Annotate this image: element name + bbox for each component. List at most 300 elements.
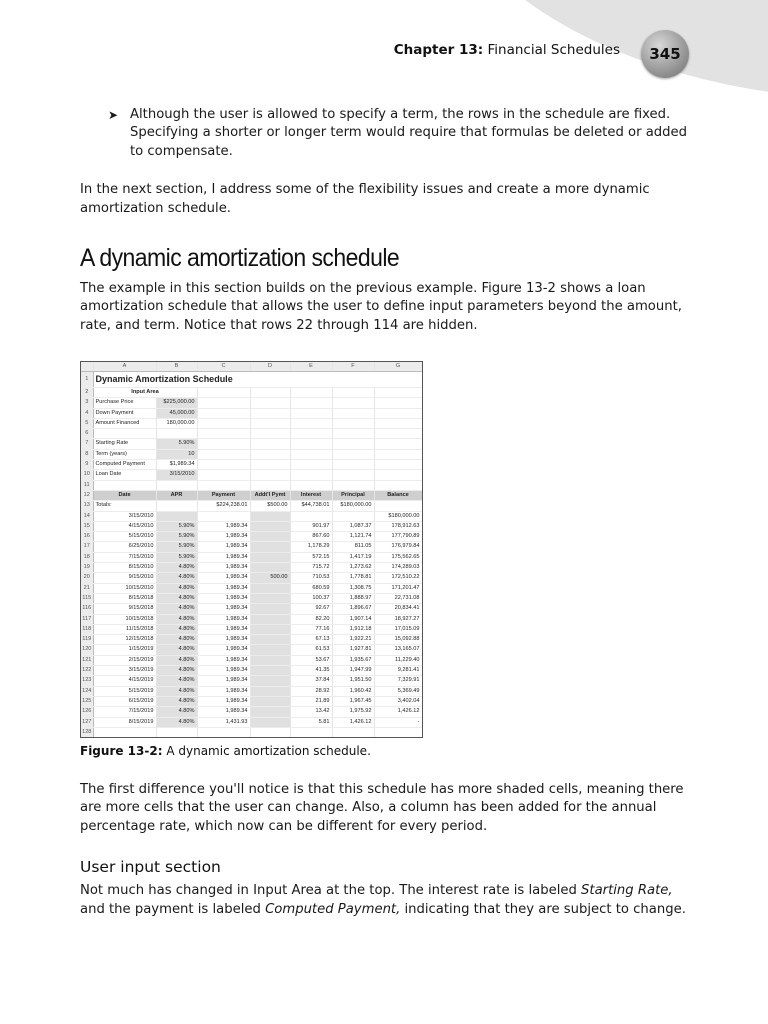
empty-cell xyxy=(374,429,422,439)
row-number: 126 xyxy=(81,707,93,717)
cell-addl xyxy=(250,655,290,665)
schedule-row xyxy=(81,624,422,634)
row-number: 21 xyxy=(81,583,93,593)
cell-payment: 1,431.93 xyxy=(197,717,250,727)
empty-cell xyxy=(197,429,250,439)
empty-cell xyxy=(332,429,374,439)
sheet-title: Dynamic Amortization Schedule xyxy=(93,372,422,388)
empty-cell xyxy=(156,727,197,737)
column-letter: F xyxy=(332,362,374,372)
empty-cell xyxy=(197,727,250,737)
column-header: Addt'l Pymt xyxy=(250,490,290,500)
column-header: APR xyxy=(156,490,197,500)
cell-payment: 1,989.34 xyxy=(197,573,250,583)
column-letter: E xyxy=(290,362,332,372)
cell-addl xyxy=(250,532,290,542)
cell-apr: 4.80% xyxy=(156,666,197,676)
cell-date: 3/15/2019 xyxy=(93,666,156,676)
empty-cell xyxy=(197,398,250,408)
p2-part3: indicating that they are subject to change. xyxy=(400,901,686,917)
empty-cell xyxy=(290,429,332,439)
row-number: 10 xyxy=(81,470,93,480)
cell-date: 5/15/2010 xyxy=(93,532,156,542)
column-letter: G xyxy=(374,362,422,372)
p2-part1: Not much has changed in Input Area at the top. The interest rate is labeled xyxy=(80,883,582,899)
schedule-row xyxy=(81,666,422,676)
input-row xyxy=(81,449,422,459)
cell-principal: 1,778.81 xyxy=(332,573,374,583)
cell-payment: 1,989.34 xyxy=(197,521,250,531)
cell-payment: 1,989.34 xyxy=(197,676,250,686)
cell-balance: 172,510.22 xyxy=(374,573,422,583)
empty-cell xyxy=(374,449,422,459)
cell-apr: 4.80% xyxy=(156,573,197,583)
empty-cell xyxy=(197,408,250,418)
cell-addl xyxy=(250,696,290,706)
empty-cell xyxy=(374,408,422,418)
cell-balance: 178,912.63 xyxy=(374,521,422,531)
empty-cell xyxy=(250,408,290,418)
cell-payment: 1,989.34 xyxy=(197,624,250,634)
cell-balance: 1,426.12 xyxy=(374,707,422,717)
p2-part2: and the payment is labeled xyxy=(80,901,266,917)
cell-apr: 4.80% xyxy=(156,707,197,717)
column-letter: D xyxy=(250,362,290,372)
starting-rate-term: Starting Rate, xyxy=(581,883,673,899)
empty-cell xyxy=(197,418,250,428)
row-number: 18 xyxy=(81,552,93,562)
cell-date: 4/15/2019 xyxy=(93,676,156,686)
schedule-row xyxy=(81,532,422,542)
cell-payment: 1,989.34 xyxy=(197,696,250,706)
cell-interest: 28.92 xyxy=(290,686,332,696)
cell-payment: 1,989.34 xyxy=(197,604,250,614)
spreadsheet-table xyxy=(81,362,423,738)
schedule-row xyxy=(81,696,422,706)
totals-principal: $180,000.00 xyxy=(332,501,374,511)
cell-apr: 5.90% xyxy=(156,521,197,531)
input-value xyxy=(156,480,197,490)
cell-balance: 11,229.40 xyxy=(374,655,422,665)
empty-cell xyxy=(93,727,156,737)
subsection-heading: User input section xyxy=(80,858,221,877)
cell-interest: 41.35 xyxy=(290,666,332,676)
cell-principal: 1,960.42 xyxy=(332,686,374,696)
cell-balance: $180,000.00 xyxy=(374,511,422,521)
input-section-paragraph xyxy=(80,882,695,919)
cell-interest: 82.20 xyxy=(290,614,332,624)
row-number: 15 xyxy=(81,521,93,531)
cell-date: 1/15/2019 xyxy=(93,645,156,655)
cell-balance: 15,092.88 xyxy=(374,635,422,645)
row-number: 4 xyxy=(81,408,93,418)
cell-balance: 176,979.84 xyxy=(374,542,422,552)
row-number: 116 xyxy=(81,604,93,614)
totals-interest: $44,738.01 xyxy=(290,501,332,511)
input-label xyxy=(93,429,156,439)
totals-row xyxy=(81,501,422,511)
cell-interest: 5.81 xyxy=(290,717,332,727)
schedule-row xyxy=(81,593,422,603)
section-paragraph: The example in this section builds on the previous example. Figure 13-2 shows a loan amortization schedule that allows the user to define input parameters beyond the amount, rate, and term. Notice that rows 22 through 114 are hidden. xyxy=(80,281,682,333)
after-figure-block xyxy=(80,781,695,919)
cell-addl xyxy=(250,624,290,634)
cell-balance: 20,834.41 xyxy=(374,604,422,614)
schedule-row xyxy=(81,717,422,727)
cell-payment: 1,989.34 xyxy=(197,707,250,717)
cell-payment: 1,989.34 xyxy=(197,583,250,593)
intro-paragraph: In the next section, I address some of the flexibility issues and create a more dynamic amortization schedule. xyxy=(80,182,650,216)
cell-balance: 9,281.41 xyxy=(374,666,422,676)
cell-addl xyxy=(250,604,290,614)
cell-addl xyxy=(250,666,290,676)
cell-apr: 4.80% xyxy=(156,624,197,634)
trailing-row xyxy=(81,727,422,737)
cell-date: 10/15/2018 xyxy=(93,614,156,624)
intro-block xyxy=(80,106,695,335)
empty-cell xyxy=(197,480,250,490)
input-value: 180,000.00 xyxy=(156,418,197,428)
empty-cell xyxy=(332,388,374,398)
cell-payment xyxy=(197,511,250,521)
row-number: 119 xyxy=(81,635,93,645)
cell-addl xyxy=(250,542,290,552)
cell-apr: 4.80% xyxy=(156,645,197,655)
column-letter: B xyxy=(156,362,197,372)
empty-cell xyxy=(374,470,422,480)
empty-cell xyxy=(332,727,374,737)
bullet-text: Although the user is allowed to specify a term, the rows in the schedule are fixed. Specifying a shorter or longer term would require that formulas be deleted or added to compensate. xyxy=(130,107,688,159)
input-row xyxy=(81,439,422,449)
column-header: Date xyxy=(93,490,156,500)
empty-cell xyxy=(290,727,332,737)
schedule-row xyxy=(81,604,422,614)
cell-apr: 4.80% xyxy=(156,686,197,696)
cell-date: 8/15/2010 xyxy=(93,563,156,573)
empty-cell xyxy=(332,398,374,408)
cell-balance: 174,289.03 xyxy=(374,563,422,573)
cell-interest: 37.84 xyxy=(290,676,332,686)
schedule-row xyxy=(81,676,422,686)
cell: 2 xyxy=(81,388,93,398)
empty-cell xyxy=(250,460,290,470)
cell-payment: 1,989.34 xyxy=(197,645,250,655)
row-number: 120 xyxy=(81,645,93,655)
sheet-title-row xyxy=(81,372,422,388)
cell-addl xyxy=(250,707,290,717)
input-row xyxy=(81,470,422,480)
cell-addl xyxy=(250,593,290,603)
empty-cell xyxy=(332,418,374,428)
bullet-item xyxy=(80,106,695,161)
cell-balance: 3,402.04 xyxy=(374,696,422,706)
row-number: 118 xyxy=(81,624,93,634)
cell-balance: 13,165.07 xyxy=(374,645,422,655)
empty-cell xyxy=(250,727,290,737)
cell-principal: 1,087.37 xyxy=(332,521,374,531)
input-row xyxy=(81,429,422,439)
arrow-bullet-icon: ➤ xyxy=(108,108,119,122)
spreadsheet-figure xyxy=(80,361,423,738)
cell-apr: 4.80% xyxy=(156,717,197,727)
cell-apr: 4.80% xyxy=(156,563,197,573)
empty-cell xyxy=(374,501,422,511)
cell-interest: 77.16 xyxy=(290,624,332,634)
cell-balance: 18,927.27 xyxy=(374,614,422,624)
input-label: Term (years) xyxy=(93,449,156,459)
row-number: 17 xyxy=(81,542,93,552)
input-area-row xyxy=(81,388,422,398)
schedule-row xyxy=(81,542,422,552)
input-area-label: Input Area xyxy=(93,388,197,398)
schedule-row xyxy=(81,583,422,593)
cell-principal: 1,417.19 xyxy=(332,552,374,562)
empty-cell xyxy=(332,449,374,459)
cell-payment: 1,989.34 xyxy=(197,666,250,676)
empty-cell xyxy=(374,727,422,737)
empty-cell xyxy=(374,398,422,408)
cell-balance: 175,562.65 xyxy=(374,552,422,562)
cell-date: 10/15/2010 xyxy=(93,583,156,593)
schedule-row xyxy=(81,635,422,645)
empty-cell xyxy=(332,408,374,418)
schedule-row xyxy=(81,614,422,624)
row-number: 122 xyxy=(81,666,93,676)
row-number: 8 xyxy=(81,449,93,459)
column-header: Principal xyxy=(332,490,374,500)
cell-payment: 1,989.34 xyxy=(197,655,250,665)
caption-text: A dynamic amortization schedule. xyxy=(166,744,371,758)
cell-addl xyxy=(250,583,290,593)
empty-cell xyxy=(290,388,332,398)
cell-principal: 1,912.18 xyxy=(332,624,374,634)
row-number: 16 xyxy=(81,532,93,542)
cell: 1 xyxy=(81,372,93,388)
schedule-row xyxy=(81,511,422,521)
cell-apr: 4.80% xyxy=(156,583,197,593)
input-row xyxy=(81,480,422,490)
row-number: 127 xyxy=(81,717,93,727)
cell-interest: 710.53 xyxy=(290,573,332,583)
empty-cell xyxy=(156,501,197,511)
input-row xyxy=(81,460,422,470)
empty-cell xyxy=(197,449,250,459)
column-header: Balance xyxy=(374,490,422,500)
cell-principal: 1,935.67 xyxy=(332,655,374,665)
totals-payment: $224,238.01 xyxy=(197,501,250,511)
chapter-title: Financial Schedules xyxy=(487,42,620,58)
difference-paragraph: The first difference you'll notice is that this schedule has more shaded cells, meaning there are more cells that the user can change. Also, a column has been added for the annual percentage rate, which now can be different for every period. xyxy=(80,782,684,834)
computed-payment-term: Computed Payment, xyxy=(265,901,401,917)
cell-interest: 100.37 xyxy=(290,593,332,603)
cell-balance: - xyxy=(374,717,422,727)
empty-cell xyxy=(374,418,422,428)
cell-balance: 17,015.09 xyxy=(374,624,422,634)
totals-label: Totals: xyxy=(93,501,156,511)
cell-interest: 1,178.29 xyxy=(290,542,332,552)
cell-payment: 1,989.34 xyxy=(197,686,250,696)
cell-payment: 1,989.34 xyxy=(197,542,250,552)
column-header: Payment xyxy=(197,490,250,500)
input-label xyxy=(93,480,156,490)
cell-payment: 1,989.34 xyxy=(197,593,250,603)
input-label: Loan Date xyxy=(93,470,156,480)
cell-date: 9/15/2010 xyxy=(93,573,156,583)
cell-addl xyxy=(250,686,290,696)
column-header-row xyxy=(81,362,422,372)
cell-date: 8/15/2018 xyxy=(93,593,156,603)
cell-addl xyxy=(250,552,290,562)
input-row xyxy=(81,408,422,418)
empty-cell xyxy=(290,460,332,470)
input-value: 5.90% xyxy=(156,439,197,449)
column-letter xyxy=(81,362,93,372)
empty-cell xyxy=(250,470,290,480)
cell-principal: 1,907.14 xyxy=(332,614,374,624)
row-number: 11 xyxy=(81,480,93,490)
empty-cell xyxy=(197,470,250,480)
cell-balance: 7,329.91 xyxy=(374,676,422,686)
row-number: 3 xyxy=(81,398,93,408)
cell-date: 6/15/2019 xyxy=(93,696,156,706)
empty-cell xyxy=(250,429,290,439)
empty-cell xyxy=(250,480,290,490)
column-letter: C xyxy=(197,362,250,372)
cell-addl xyxy=(250,521,290,531)
empty-cell xyxy=(374,480,422,490)
cell-balance: 22,731.08 xyxy=(374,593,422,603)
empty-cell xyxy=(250,388,290,398)
input-value: 45,000.00 xyxy=(156,408,197,418)
cell-interest: 715.72 xyxy=(290,563,332,573)
cell-principal: 1,896.67 xyxy=(332,604,374,614)
figure-caption xyxy=(80,744,371,758)
cell-interest: 21.89 xyxy=(290,696,332,706)
input-value: 3/15/2010 xyxy=(156,470,197,480)
column-header: Interest xyxy=(290,490,332,500)
cell-addl xyxy=(250,676,290,686)
cell-principal: 1,975.92 xyxy=(332,707,374,717)
cell-apr: 4.80% xyxy=(156,696,197,706)
input-label: Amount Financed xyxy=(93,418,156,428)
row-number: 121 xyxy=(81,655,93,665)
cell-principal: 811.05 xyxy=(332,542,374,552)
section-heading: A dynamic amortization schedule xyxy=(80,244,400,273)
cell-addl xyxy=(250,635,290,645)
cell-interest xyxy=(290,511,332,521)
input-label: Purchase Price xyxy=(93,398,156,408)
cell-payment: 1,989.34 xyxy=(197,635,250,645)
row-number: 20 xyxy=(81,573,93,583)
cell-addl xyxy=(250,717,290,727)
cell-apr: 4.80% xyxy=(156,676,197,686)
cell-date: 5/15/2019 xyxy=(93,686,156,696)
cell-balance: 5,369.49 xyxy=(374,686,422,696)
cell-principal: 1,927.81 xyxy=(332,645,374,655)
cell-apr: 4.80% xyxy=(156,635,197,645)
cell-date: 7/15/2019 xyxy=(93,707,156,717)
cell-date: 3/15/2010 xyxy=(93,511,156,521)
input-value: 10 xyxy=(156,449,197,459)
empty-cell xyxy=(290,418,332,428)
cell-principal: 1,121.74 xyxy=(332,532,374,542)
caption-label: Figure 13-2: xyxy=(80,744,163,758)
empty-cell xyxy=(374,439,422,449)
schedule-row xyxy=(81,552,422,562)
cell-date: 6/25/2010 xyxy=(93,542,156,552)
cell-interest: 67.13 xyxy=(290,635,332,645)
row-number: 13 xyxy=(81,501,93,511)
cell-principal xyxy=(332,511,374,521)
schedule-row xyxy=(81,645,422,655)
cell-date: 2/15/2019 xyxy=(93,655,156,665)
row-number: 7 xyxy=(81,439,93,449)
row-number: 115 xyxy=(81,593,93,603)
row-number: 9 xyxy=(81,460,93,470)
empty-cell xyxy=(290,449,332,459)
cell-addl: 500.00 xyxy=(250,573,290,583)
cell-addl xyxy=(250,645,290,655)
input-label: Computed Payment xyxy=(93,460,156,470)
input-value: $225,000.00 xyxy=(156,398,197,408)
empty-cell xyxy=(374,388,422,398)
cell-addl xyxy=(250,563,290,573)
cell-apr: 4.80% xyxy=(156,593,197,603)
cell-payment: 1,989.34 xyxy=(197,532,250,542)
cell-date: 9/15/2018 xyxy=(93,604,156,614)
column-letter: A xyxy=(93,362,156,372)
cell-payment: 1,989.34 xyxy=(197,563,250,573)
cell-interest: 867.60 xyxy=(290,532,332,542)
row-number: 12 xyxy=(81,490,93,500)
empty-cell xyxy=(290,480,332,490)
input-row xyxy=(81,418,422,428)
cell-balance: 177,790.89 xyxy=(374,532,422,542)
row-number: 128 xyxy=(81,727,93,737)
schedule-row xyxy=(81,563,422,573)
empty-cell xyxy=(290,398,332,408)
totals-addl: $500.00 xyxy=(250,501,290,511)
input-row xyxy=(81,398,422,408)
schedule-row xyxy=(81,655,422,665)
empty-cell xyxy=(250,439,290,449)
cell-payment: 1,989.34 xyxy=(197,552,250,562)
empty-cell xyxy=(290,439,332,449)
cell-apr: 5.90% xyxy=(156,532,197,542)
input-value xyxy=(156,429,197,439)
schedule-header-row xyxy=(81,490,422,500)
schedule-row xyxy=(81,521,422,531)
cell-date: 4/15/2010 xyxy=(93,521,156,531)
cell-date: 11/15/2018 xyxy=(93,624,156,634)
cell-interest: 61.53 xyxy=(290,645,332,655)
empty-cell xyxy=(250,449,290,459)
cell-date: 7/15/2010 xyxy=(93,552,156,562)
empty-cell xyxy=(332,439,374,449)
cell-interest: 53.67 xyxy=(290,655,332,665)
empty-cell xyxy=(290,470,332,480)
cell-principal: 1,951.50 xyxy=(332,676,374,686)
cell-principal: 1,888.97 xyxy=(332,593,374,603)
empty-cell xyxy=(197,439,250,449)
empty-cell xyxy=(197,388,250,398)
cell-apr: 5.90% xyxy=(156,542,197,552)
schedule-row xyxy=(81,686,422,696)
cell-principal: 1,426.12 xyxy=(332,717,374,727)
empty-cell xyxy=(290,408,332,418)
running-header xyxy=(0,42,620,58)
page-number-badge: 345 xyxy=(641,30,689,78)
